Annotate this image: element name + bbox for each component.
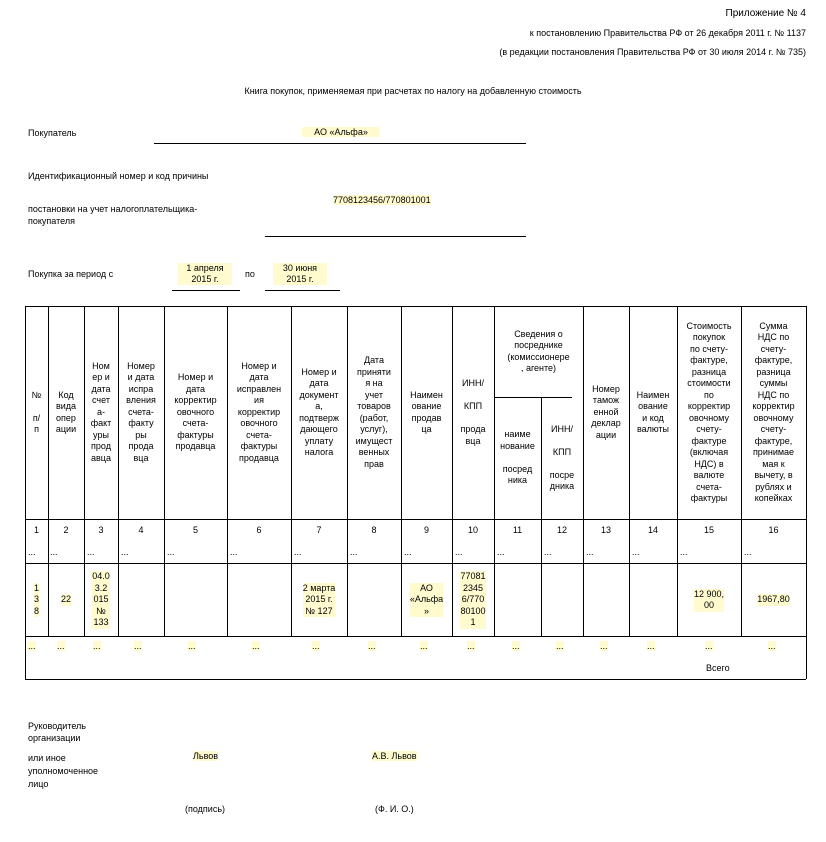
period-to-underline (265, 290, 340, 291)
col-header-1: № п/ п (31, 389, 42, 434)
col-header-2: Код вида опер ации (55, 389, 77, 434)
ellipsis: ... (467, 641, 475, 651)
ellipsis: ... (50, 547, 58, 557)
ellipsis: ... (632, 547, 640, 557)
ellipsis: ... (556, 641, 564, 651)
name-value: А.В. Львов (372, 751, 417, 761)
col-number: 9 (423, 525, 429, 536)
row-payment-doc: 2 марта 2015 г. № 127 (302, 582, 336, 616)
period-to-label: по (245, 269, 255, 279)
ellipsis: ... (680, 547, 688, 557)
col-number: 1 (33, 525, 39, 536)
col-number: 14 (647, 525, 658, 536)
inn-value: 7708123456/770801001 (333, 195, 431, 205)
appendix-label: Приложение № 4 (725, 8, 806, 19)
row-seller: АО «Альфа » (409, 582, 444, 616)
col-header-10: ИНН/ КПП прода вца (460, 378, 486, 446)
col-number: 8 (371, 525, 377, 536)
period-from-underline (172, 290, 240, 291)
ellipsis: ... (28, 547, 36, 557)
col-header-14: Наимен ование и код валюты (636, 389, 670, 434)
col-header-3: Ном ер и дата счет а- факт уры прод авца (90, 360, 112, 463)
signature-value: Львов (193, 751, 219, 761)
ellipsis: ... (404, 547, 412, 557)
row-cost: 12 900, 00 (693, 588, 725, 610)
ellipsis: ... (294, 547, 302, 557)
col-header-12: ИНН/ КПП посре дника (549, 423, 575, 491)
col-number: 10 (467, 525, 478, 536)
ellipsis: ... (230, 547, 238, 557)
total-label: Всего (706, 663, 730, 673)
col-header-11: наиме нование посред ника (500, 429, 535, 486)
col-header-7: Номер и дата документ а, подтверж дающего уплату налога (299, 366, 339, 457)
ellipsis: ... (368, 641, 376, 651)
row-seller-inn: 77081 2345 6/770 80100 1 (460, 571, 486, 628)
row-number: 1 3 8 (33, 582, 39, 616)
col-number: 5 (192, 525, 198, 536)
ellipsis: ... (28, 641, 36, 651)
col-number: 6 (256, 525, 262, 536)
ellipsis: ... (512, 641, 520, 651)
ellipsis: ... (93, 641, 101, 651)
signature-caption: (подпись) (185, 804, 226, 814)
head-label: Руководитель организации (28, 721, 86, 743)
decree-reference: к постановлению Правительства РФ от 26 декабря 2011 г. № 1137 (529, 28, 806, 38)
ellipsis: ... (744, 547, 752, 557)
inn-label-2: постановки на учет налогоплательщика-покупателя (28, 204, 198, 226)
ellipsis: ... (87, 547, 95, 557)
col-header-4: Номер и дата испра вления счета- факту ры прода вца (126, 360, 156, 463)
name-caption: (Ф. И. О.) (375, 804, 414, 814)
col-number: 4 (138, 525, 144, 536)
col-header-5: Номер и дата корректир овочного счета- фактуры продавца (174, 372, 217, 452)
row-vat: 1967,80 (757, 594, 790, 605)
ellipsis: ... (167, 547, 175, 557)
revision-reference: (в редакции постановления Правительства РФ от 30 июля 2014 г. № 735) (499, 47, 806, 57)
col-number: 15 (703, 525, 714, 536)
col-header-15: Стоимость покупок по счету- фактуре, разница стоимости по корректир овочному счету- фактуре (включая НДС) в валюте счета- фактуры (686, 320, 732, 503)
ellipsis: ... (57, 641, 65, 651)
ellipsis: ... (350, 547, 358, 557)
col-number: 13 (600, 525, 611, 536)
document-title: Книга покупок, применяемая при расчетах по налогу на добавленную стоимость (244, 86, 582, 96)
col-header-8: Дата приняти я на учет товаров (работ, услуг), имущест венных прав (355, 355, 393, 469)
row-invoice: 04.0 3.2 015 № 133 (92, 571, 110, 628)
buyer-underline (154, 143, 526, 144)
ellipsis: ... (768, 641, 776, 651)
ellipsis: ... (420, 641, 428, 651)
col-number: 12 (556, 525, 567, 536)
ellipsis: ... (497, 547, 505, 557)
ellipsis: ... (600, 641, 608, 651)
ellipsis: ... (121, 547, 129, 557)
ellipsis: ... (544, 547, 552, 557)
buyer-value: АО «Альфа» (302, 127, 380, 137)
inn-label-1: Идентификационный номер и код причины (28, 171, 209, 181)
col-number: 11 (512, 525, 523, 536)
intermediary-header: Сведения о посреднике (комиссионере , агенте) (507, 328, 570, 373)
ellipsis: ... (188, 641, 196, 651)
ellipsis: ... (705, 641, 713, 651)
other-person-label: или иное уполномоченное лицо (28, 753, 99, 789)
period-to: 30 июня 2015 г. (273, 263, 327, 285)
col-number: 3 (98, 525, 104, 536)
ellipsis: ... (252, 641, 260, 651)
col-number: 7 (316, 525, 322, 536)
ellipsis: ... (647, 641, 655, 651)
col-header-13: Номер тамож енной деклар ации (591, 383, 621, 440)
col-header-9: Наимен ование продав ца (410, 389, 443, 434)
buyer-label: Покупатель (28, 128, 77, 138)
ellipsis: ... (312, 641, 320, 651)
col-number: 16 (768, 525, 779, 536)
period-from: 1 апреля 2015 г. (178, 263, 232, 285)
row-op-code: 22 (60, 594, 71, 605)
col-number: 2 (63, 525, 69, 536)
col-header-16: Сумма НДС по счету- фактуре, разница суммы НДС по корректир овочному счету- фактуре, принимае мая к вычету, в рублях и копейках (752, 320, 795, 503)
ellipsis: ... (586, 547, 594, 557)
ellipsis: ... (134, 641, 142, 651)
inn-underline (265, 236, 526, 237)
ellipsis: ... (455, 547, 463, 557)
col-header-6: Номер и дата исправлен ия корректир овочного счета- фактуры продавца (236, 360, 282, 463)
period-label: Покупка за период с (28, 269, 114, 279)
